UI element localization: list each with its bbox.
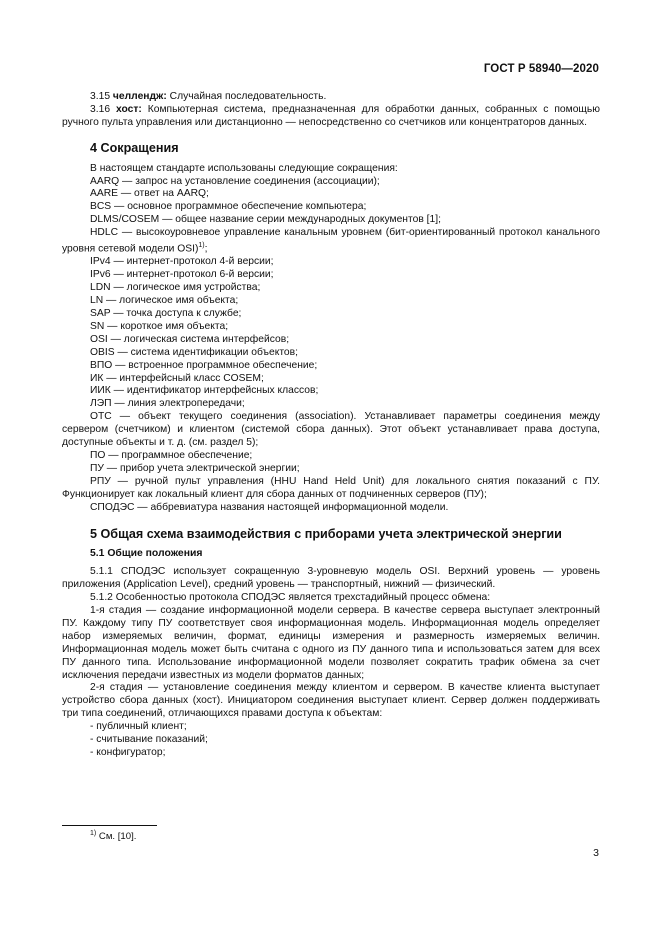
section-4-heading: 4 Сокращения — [90, 140, 179, 155]
abbrev-hdlc-end: ; — [204, 243, 208, 255]
page-number: 3 — [593, 847, 599, 859]
definition-number: 3.15 — [90, 91, 111, 102]
definition-term: челлендж: — [112, 91, 167, 102]
abbrev-intro: В настоящем стандарте использованы следующие сокращения: — [90, 162, 398, 174]
dash-list-item: - считывание показаний; — [90, 734, 208, 746]
abbrev-item: РПУ — ручной пульт управления (HHU Hand Held Unit) для локального снятия показаний с ПУ. Функционирует как локальный клиент для сбора данных от подчиненных серверов (ПУ); — [62, 475, 600, 500]
document-header: ГОСТ Р 58940—2020 — [483, 63, 599, 75]
dash-list-item: - публичный клиент; — [90, 721, 187, 733]
abbrev-item: ПУ — прибор учета электрической энергии; — [90, 462, 300, 474]
abbrev-item: ОТС — объект текущего соединения (association). Устанавливает параметры соединения между сервером (счетчиком) и клиентом (системой сбора данных). Этот объект устанавливает права доступа, доступные объекты и т. д. (см. раздел 5); — [62, 411, 600, 449]
abbrev-hdlc-text: HDLC — высокоуровневое управление канальным уровнем (бит-ориентированный протокол канального уровня сетевой модели OSI) — [62, 227, 600, 255]
paragraph-stage-1: 1-я стадия — создание информационной модели сервера. В качестве сервера выступает электронный ПУ. Каждому типу ПУ соответствует своя информационная модель. Информационная модель определяет набор измеряемых величин, формат, единицы измерения и размерность измеряемых величин. Информационная модель может быть считана с одного из ПУ данного типа и использоваться затем для всех ПУ данного типа. Использование информационной модели позволяет сократить трафик обмена за счет исключения передачи известных из модели форматов данных; — [62, 605, 600, 681]
abbrev-item: IPv6 — интернет-протокол 6-й версии; — [90, 269, 274, 281]
definition-text: Случайная последовательность. — [166, 91, 327, 102]
document-body — [62, 91, 600, 760]
footnote-ref: 1) — [198, 242, 205, 250]
footnote-divider — [62, 825, 157, 826]
footnote — [90, 830, 136, 842]
abbrev-item: ПО — программное обеспечение; — [90, 449, 253, 461]
definition-number: 3.16 — [90, 103, 111, 115]
abbrev-item: IPv4 — интернет-протокол 4-й версии; — [90, 256, 274, 268]
footnote-text: См. [10]. — [96, 831, 137, 843]
footnote-mark: 1) — [90, 830, 97, 837]
definition-term: хост: — [115, 103, 142, 115]
abbrev-item: BCS — основное программное обеспечение компьютера; — [90, 201, 367, 213]
abbrev-item: SAP — точка доступа к службе; — [90, 308, 242, 320]
dash-list-item: - конфигуратор; — [90, 747, 166, 759]
abbrev-item: SN — короткое имя объекта; — [90, 320, 229, 332]
abbrev-item: ИК — интерфейсный класс COSEM; — [90, 372, 264, 384]
abbrev-item-hdlc — [62, 227, 600, 256]
paragraph-5-1-1: 5.1.1 СПОДЭС использует сокращенную 3-уровневую модель OSI. Верхний уровень — уровень приложения (Application Level), средний уровень — транспортный, нижний — физический. — [62, 566, 600, 591]
section-5-heading: 5 Общая схема взаимодействия с приборами учета электрической энергии — [90, 526, 562, 541]
definition-text: Компьютерная система, предназначенная для обработки данных, собранных с помощью ручного пульта управления или дистанционно — непосредственно со счетчиков или концентраторов данных. — [62, 103, 600, 128]
abbrev-item: DLMS/COSEM — общее название серии международных документов [1]; — [90, 214, 441, 226]
abbrev-item: AARE — ответ на AARQ; — [90, 188, 209, 200]
abbrev-item: OBIS — система идентификации объектов; — [90, 346, 298, 358]
abbrev-item: СПОДЭС — аббревиатура названия настоящей информационной модели. — [90, 501, 449, 513]
abbrev-item: LN — логическое имя объекта; — [90, 295, 239, 307]
abbrev-item: AARQ — запрос на установление соединения (ассоциации); — [90, 175, 380, 187]
abbrev-item: LDN — логическое имя устройства; — [90, 282, 261, 294]
abbrev-item: ИИК — идентификатор интерфейсных классов; — [90, 385, 319, 397]
paragraph-5-1-2: 5.1.2 Особенностью протокола СПОДЭС является трехстадийный процесс обмена: — [90, 592, 491, 604]
paragraph-stage-2: 2-я стадия — установление соединения между клиентом и сервером. В качестве клиента выступает устройство сбора данных (хост). Инициатором соединения выступает клиент. Сервер должен поддерживать три типа соединений, отличающихся правами доступа к объектам: — [62, 682, 600, 720]
section-5-1-heading: 5.1 Общие положения — [90, 548, 203, 560]
abbrev-item: OSI — логическая система интерфейсов; — [90, 333, 290, 345]
definition-3-16 — [62, 104, 600, 130]
abbrev-item: ВПО — встроенное программное обеспечение; — [90, 359, 318, 371]
definition-3-15 — [62, 91, 600, 104]
abbrev-item: ЛЭП — линия электропередачи; — [90, 398, 245, 410]
